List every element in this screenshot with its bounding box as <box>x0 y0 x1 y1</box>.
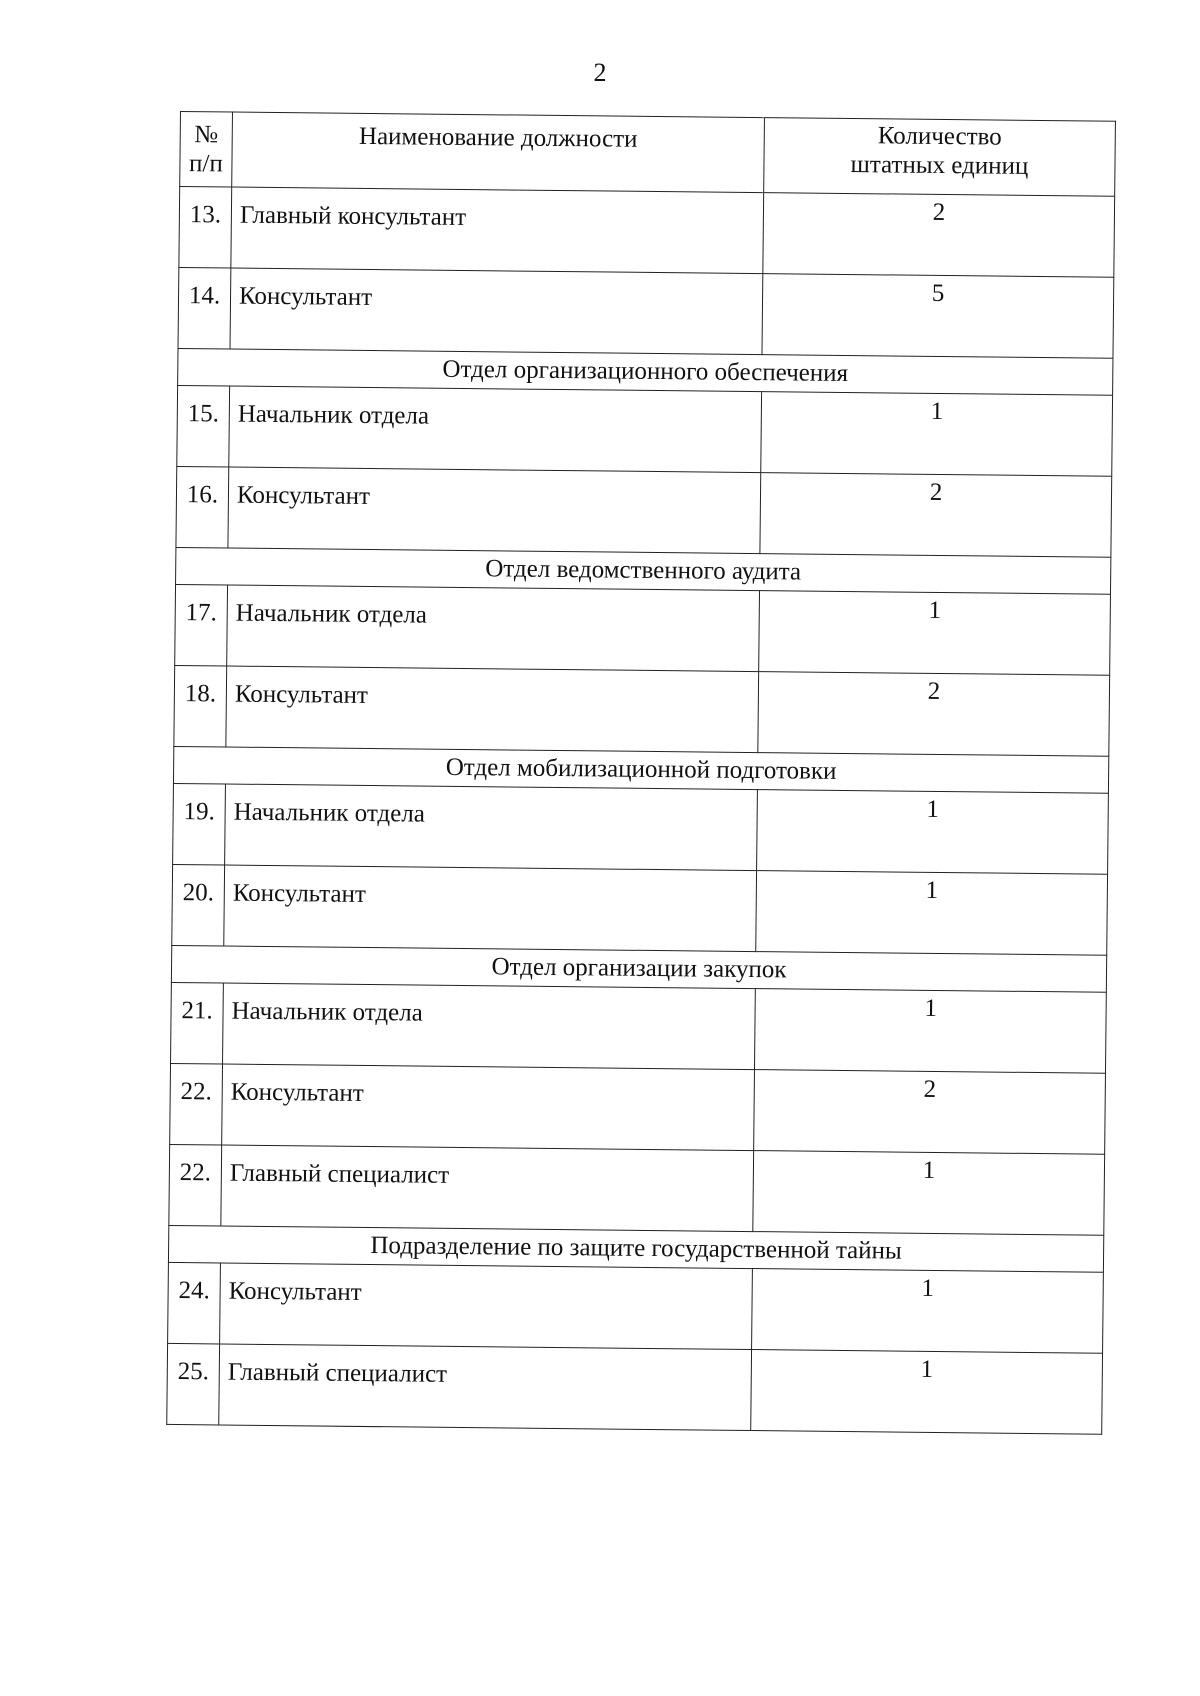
row-number: 24. <box>168 1262 221 1344</box>
table-row <box>174 665 1110 756</box>
staff-count: 2 <box>760 473 1112 558</box>
position-title: Консультант <box>222 1064 755 1151</box>
table-row <box>172 864 1108 955</box>
staff-positions-table <box>166 111 1116 1435</box>
row-number: 14. <box>178 267 231 349</box>
position-title: Начальник отдела <box>223 983 756 1070</box>
header-count-line1: Количество <box>877 122 1002 151</box>
position-title: Главный специалист <box>221 1145 754 1232</box>
position-title: Консультант <box>230 268 763 355</box>
staff-count: 1 <box>757 790 1109 875</box>
staff-count: 1 <box>754 989 1106 1074</box>
staff-count: 1 <box>751 1350 1103 1435</box>
row-number: 16. <box>176 466 229 548</box>
row-number: 22. <box>170 1063 223 1145</box>
position-title: Консультант <box>224 865 757 952</box>
table-row <box>167 1343 1103 1434</box>
staff-count: 1 <box>756 871 1108 956</box>
row-number: 22. <box>169 1144 222 1226</box>
department-title: Отдел мобилизационной подготовки <box>173 746 1108 793</box>
table-row <box>179 187 1115 278</box>
table-row <box>175 584 1111 675</box>
header-count-line2: штатных единиц <box>850 151 1029 180</box>
row-number: 18. <box>174 665 227 747</box>
row-number: 21. <box>171 982 224 1064</box>
staff-count: 5 <box>762 274 1114 359</box>
table-row <box>176 466 1112 557</box>
table-row <box>170 1063 1106 1154</box>
staff-count: 2 <box>763 193 1115 278</box>
row-number: 13. <box>179 187 232 269</box>
row-number: 20. <box>172 864 225 946</box>
position-title: Начальник отдела <box>227 585 760 672</box>
header-title-cell <box>232 112 765 193</box>
header-number-symbol: № <box>194 121 219 149</box>
table-row <box>169 1144 1105 1235</box>
position-title: Главный консультант <box>231 187 764 274</box>
position-title: Начальник отдела <box>229 386 762 473</box>
department-title: Отдел организационного обеспечения <box>178 348 1113 395</box>
staff-count: 2 <box>758 672 1110 757</box>
row-number: 19. <box>173 783 226 865</box>
department-title: Отдел ведомственного аудита <box>176 547 1111 594</box>
table-row <box>173 783 1109 874</box>
table-header-row <box>180 112 1116 197</box>
table-row <box>177 385 1113 476</box>
position-title: Начальник отдела <box>225 784 758 871</box>
table-row <box>178 267 1114 358</box>
table-body <box>167 187 1115 1435</box>
header-count-cell <box>764 118 1116 197</box>
staff-count: 1 <box>759 591 1111 676</box>
department-title: Подразделение по защите государственной тайны <box>168 1225 1103 1272</box>
page-number: 2 <box>593 58 607 87</box>
staff-count: 2 <box>754 1070 1106 1155</box>
position-title: Консультант <box>220 1263 753 1350</box>
header-title-label: Наименование должности <box>358 122 638 153</box>
row-number: 25. <box>167 1343 220 1425</box>
staff-count: 1 <box>753 1151 1105 1236</box>
position-title: Консультант <box>228 467 761 554</box>
department-title: Отдел организации закупок <box>171 945 1106 992</box>
row-number: 17. <box>175 584 228 666</box>
table-row <box>171 982 1107 1073</box>
staff-count: 1 <box>761 392 1113 477</box>
position-title: Главный специалист <box>219 1344 752 1431</box>
header-number-abbrev: п/п <box>188 150 223 178</box>
staff-count: 1 <box>752 1269 1104 1354</box>
table-row <box>168 1262 1104 1353</box>
row-number: 15. <box>177 385 230 467</box>
header-number-cell <box>180 112 233 188</box>
position-title: Консультант <box>226 666 759 753</box>
